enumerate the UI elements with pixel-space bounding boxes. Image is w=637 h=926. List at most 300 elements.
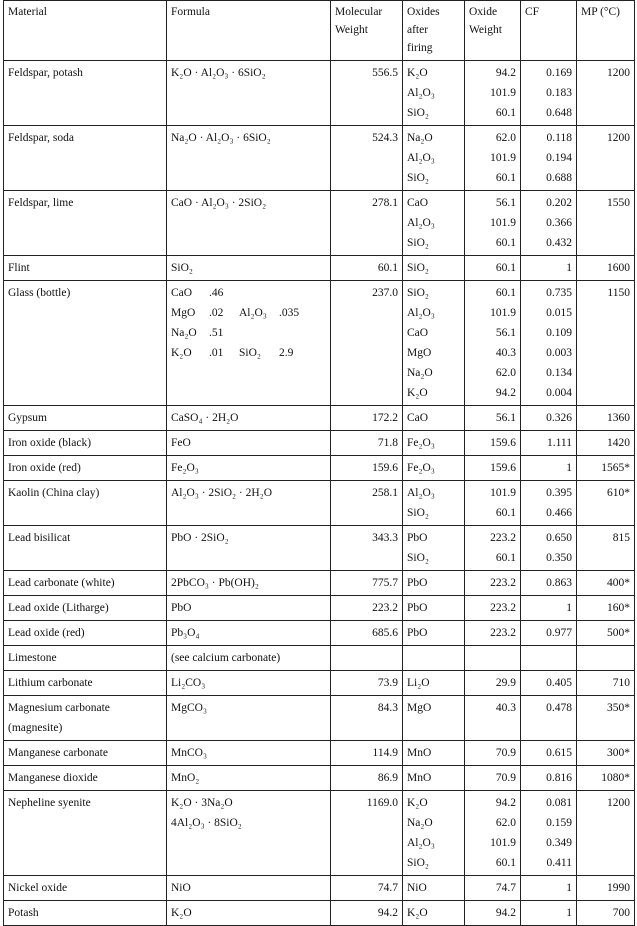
material-name: Kaolin (China clay): [8, 487, 100, 499]
glass-formula-part: CaO: [171, 287, 193, 299]
cf-cell: [521, 741, 577, 766]
oxide-weight: 40.3: [495, 347, 516, 359]
oxide-weight-cell: [465, 741, 521, 766]
cf-value: 0.349: [546, 837, 572, 849]
header-material: Material: [4, 1, 167, 61]
oxide-name: SiO₂: [407, 172, 429, 184]
glass-formula-part: .46: [209, 287, 224, 299]
oxide-name: PbO: [407, 627, 428, 639]
oxide-weight: 70.9: [495, 772, 516, 784]
material-name: Manganese carbonate: [8, 747, 108, 759]
cf-cell: [521, 281, 577, 406]
table-row: [4, 646, 635, 671]
oxide-name: Al₂O₃: [407, 152, 435, 164]
cf-value: 0.118: [546, 132, 572, 144]
table-row: [4, 406, 635, 431]
oxides-cell: [403, 791, 465, 876]
glass-formula-part: [279, 323, 309, 343]
cf-value: 0.003: [546, 347, 572, 359]
cf-cell: [521, 646, 577, 671]
material-name: Iron oxide (red): [8, 462, 81, 474]
oxide-name: NiO: [407, 882, 427, 894]
formula-cell: [167, 901, 331, 926]
molecular-weight-cell: 775.7: [331, 571, 403, 596]
oxide-name: MgO: [407, 347, 432, 359]
oxide-weight-cell: [465, 646, 521, 671]
cf-value: 0.650: [546, 532, 572, 544]
oxide-name: CaO: [407, 327, 429, 339]
cf-value: 0.350: [546, 552, 572, 564]
mp-cell: 350*: [577, 696, 635, 741]
oxide-weight: 60.1: [495, 107, 516, 119]
formula-text: 4Al₂O₃ · 8SiO₂: [171, 817, 242, 829]
mp-cell: 1080*: [577, 766, 635, 791]
material-cell: [4, 456, 167, 481]
material-cell: [4, 646, 167, 671]
formula-cell: [167, 481, 331, 526]
formula-text: PbO: [171, 602, 192, 614]
cf-value: 0.015: [546, 307, 572, 319]
material-name: (magnesite): [8, 722, 63, 734]
glass-formula-grid: [171, 283, 326, 363]
header-molecular-weight: Molecular Weight: [331, 1, 403, 61]
material-cell: [4, 281, 167, 406]
oxide-weight: 56.1: [495, 197, 516, 209]
oxide-weight-cell: [465, 621, 521, 646]
header-cf: CF: [521, 1, 577, 61]
cf-value: 0.134: [546, 367, 572, 379]
oxide-weight: 94.2: [495, 67, 516, 79]
formula-cell: [167, 876, 331, 901]
material-name: Nepheline syenite: [8, 797, 91, 809]
mp-cell: 1200: [577, 61, 635, 126]
oxide-name: CaO: [407, 197, 429, 209]
oxide-weight: 60.1: [495, 262, 516, 274]
formula-text: NiO: [171, 882, 191, 894]
oxide-name: Al₂O₃: [407, 87, 435, 99]
material-name: Glass (bottle): [8, 287, 71, 299]
oxide-weight: 60.1: [495, 287, 516, 299]
formula-cell: [167, 526, 331, 571]
formula-text: Fe₂O₃: [171, 462, 199, 474]
mp-cell: 160*: [577, 596, 635, 621]
oxides-cell: [403, 481, 465, 526]
material-name: Nickel oxide: [8, 882, 68, 894]
formula-cell: [167, 126, 331, 191]
formula-cell: [167, 646, 331, 671]
glass-formula-part: [239, 283, 279, 303]
material-name: Feldspar, soda: [8, 132, 74, 144]
formula-text: Na₂O · Al₂O₃ · 6SiO₂: [171, 132, 271, 144]
oxide-name: Al₂O₃: [407, 837, 435, 849]
oxide-weight-cell: [465, 901, 521, 926]
glass-formula-part: K₂O: [171, 347, 192, 359]
cf-cell: [521, 61, 577, 126]
mp-cell: 1550: [577, 191, 635, 256]
oxides-cell: [403, 671, 465, 696]
glass-formula-part: 2.9: [279, 347, 294, 359]
cf-value: 0.688: [546, 172, 572, 184]
cf-value: 0.432: [546, 237, 572, 249]
cf-value: 1.111: [546, 437, 572, 449]
cf-value: 1: [566, 882, 572, 894]
formula-text: MnO₂: [171, 772, 200, 784]
cf-cell: [521, 596, 577, 621]
cf-value: 0.366: [546, 217, 572, 229]
oxides-cell: [403, 741, 465, 766]
cf-cell: [521, 431, 577, 456]
formula-text: 2PbCO₃ · Pb(OH)₂: [171, 577, 259, 589]
oxide-name: Na₂O: [407, 132, 433, 144]
oxide-name: SiO₂: [407, 552, 429, 564]
molecular-weight-cell: 237.0: [331, 281, 403, 406]
header-oxides: Oxides after firing: [403, 1, 465, 61]
material-cell: [4, 571, 167, 596]
glass-formula-part: Na₂O: [171, 327, 197, 339]
formula-text: K₂O · Al₂O₃ · 6SiO₂: [171, 67, 266, 79]
glass-formula-part: .035: [279, 307, 300, 319]
molecular-weight-cell: 84.3: [331, 696, 403, 741]
oxide-name: MnO: [407, 772, 432, 784]
oxide-name: K₂O: [407, 387, 428, 399]
table-row: [4, 621, 635, 646]
header-mp: MP (°C): [577, 1, 635, 61]
material-cell: [4, 126, 167, 191]
oxide-name: SiO₂: [407, 857, 429, 869]
cf-value: 0.169: [546, 67, 572, 79]
table-row: [4, 191, 635, 256]
oxides-cell: [403, 571, 465, 596]
material-cell: [4, 901, 167, 926]
molecular-weight-cell: 1169.0: [331, 791, 403, 876]
table-row: [4, 61, 635, 126]
oxide-name: Al₂O₃: [407, 217, 435, 229]
material-cell: [4, 876, 167, 901]
formula-cell: [167, 281, 331, 406]
oxide-name: Al₂O₃: [407, 487, 435, 499]
material-cell: [4, 61, 167, 126]
oxide-name: K₂O: [407, 67, 428, 79]
oxide-weight: 60.1: [495, 857, 516, 869]
mp-cell: 300*: [577, 741, 635, 766]
header-row: [4, 1, 635, 61]
formula-cell: [167, 621, 331, 646]
oxide-weight: 60.1: [495, 507, 516, 519]
oxide-weight: 56.1: [495, 412, 516, 424]
table-row: [4, 791, 635, 876]
oxide-weight: 159.6: [490, 462, 516, 474]
oxides-cell: [403, 646, 465, 671]
cf-value: 0.478: [546, 702, 572, 714]
molecular-weight-cell: 343.3: [331, 526, 403, 571]
oxide-weight: 223.2: [490, 602, 516, 614]
oxide-weight-cell: [465, 526, 521, 571]
oxide-name: PbO: [407, 602, 428, 614]
oxide-weight: 60.1: [495, 552, 516, 564]
oxide-name: MgO: [407, 702, 432, 714]
cf-value: 1: [566, 602, 572, 614]
cf-cell: [521, 526, 577, 571]
cf-value: 0.159: [546, 817, 572, 829]
oxide-weight-cell: [465, 281, 521, 406]
material-cell: [4, 191, 167, 256]
oxide-name: Fe₂O₃: [407, 437, 435, 449]
cf-cell: [521, 256, 577, 281]
materials-table: [3, 0, 635, 926]
material-cell: [4, 671, 167, 696]
oxide-name: SiO₂: [407, 507, 429, 519]
oxide-name: SiO₂: [407, 107, 429, 119]
mp-cell: 1200: [577, 791, 635, 876]
oxides-cell: [403, 406, 465, 431]
material-cell: [4, 741, 167, 766]
formula-cell: [167, 741, 331, 766]
formula-cell: [167, 431, 331, 456]
material-cell: [4, 596, 167, 621]
oxides-cell: [403, 766, 465, 791]
material-name: Iron oxide (black): [8, 437, 92, 449]
molecular-weight-cell: [331, 646, 403, 671]
table-row: [4, 671, 635, 696]
oxide-name: Al₂O₃: [407, 307, 435, 319]
oxide-weight: 101.9: [490, 152, 516, 164]
mp-cell: 1565*: [577, 456, 635, 481]
formula-cell: [167, 766, 331, 791]
formula-text: CaO · Al₂O₃ · 2SiO₂: [171, 197, 267, 209]
cf-cell: [521, 621, 577, 646]
cf-value: 0.183: [546, 87, 572, 99]
oxide-weight: 94.2: [495, 797, 516, 809]
molecular-weight-cell: 223.2: [331, 596, 403, 621]
material-name: Gypsum: [8, 412, 47, 424]
oxide-weight: 101.9: [490, 837, 516, 849]
glass-formula-part: MgO: [171, 307, 196, 319]
formula-cell: [167, 456, 331, 481]
cf-value: 0.109: [546, 327, 572, 339]
molecular-weight-cell: 258.1: [331, 481, 403, 526]
molecular-weight-cell: 71.8: [331, 431, 403, 456]
oxide-name: SiO₂: [407, 237, 429, 249]
mp-cell: 1360: [577, 406, 635, 431]
cf-value: 0.326: [546, 412, 572, 424]
oxide-weight-cell: [465, 876, 521, 901]
oxide-weight: 223.2: [490, 577, 516, 589]
oxide-weight: 56.1: [495, 327, 516, 339]
table-row: [4, 876, 635, 901]
oxide-weight: 62.0: [495, 817, 516, 829]
molecular-weight-cell: 172.2: [331, 406, 403, 431]
mp-cell: 710: [577, 671, 635, 696]
cf-cell: [521, 191, 577, 256]
header-formula: Formula: [167, 1, 331, 61]
cf-value: 1: [566, 462, 572, 474]
cf-cell: [521, 126, 577, 191]
oxide-weight-cell: [465, 431, 521, 456]
table-row: [4, 571, 635, 596]
cf-value: 0.816: [546, 772, 572, 784]
molecular-weight-cell: 524.3: [331, 126, 403, 191]
formula-text: K₂O: [171, 907, 192, 919]
oxide-weight: 101.9: [490, 87, 516, 99]
header-oxide-weight: Oxide Weight: [465, 1, 521, 61]
oxides-cell: [403, 596, 465, 621]
oxide-name: MnO: [407, 747, 432, 759]
oxide-weight: 101.9: [490, 217, 516, 229]
table-row: [4, 596, 635, 621]
cf-cell: [521, 791, 577, 876]
glass-formula-part: .51: [209, 327, 224, 339]
oxide-weight: 159.6: [490, 437, 516, 449]
table-row: [4, 126, 635, 191]
oxide-weight-cell: [465, 766, 521, 791]
oxide-name: Fe₂O₃: [407, 462, 435, 474]
material-cell: [4, 791, 167, 876]
oxide-weight-cell: [465, 126, 521, 191]
molecular-weight-cell: 114.9: [331, 741, 403, 766]
cf-value: 0.395: [546, 487, 572, 499]
cf-cell: [521, 696, 577, 741]
oxide-weight-cell: [465, 456, 521, 481]
cf-value: 0.735: [546, 287, 572, 299]
cf-value: 0.411: [546, 857, 572, 869]
oxides-cell: [403, 901, 465, 926]
table-row: [4, 431, 635, 456]
table-row: [4, 696, 635, 741]
oxide-weight: 223.2: [490, 532, 516, 544]
formula-text: SiO₂: [171, 262, 193, 274]
formula-cell: [167, 671, 331, 696]
oxide-weight: 70.9: [495, 747, 516, 759]
oxide-weight-cell: [465, 791, 521, 876]
material-cell: [4, 406, 167, 431]
table-row: [4, 456, 635, 481]
formula-text: MnCO₃: [171, 747, 207, 759]
oxide-name: PbO: [407, 532, 428, 544]
material-name: Lead oxide (red): [8, 627, 85, 639]
oxide-weight: 94.2: [495, 387, 516, 399]
formula-cell: [167, 571, 331, 596]
oxide-weight: 94.2: [495, 907, 516, 919]
oxide-weight-cell: [465, 406, 521, 431]
cf-cell: [521, 406, 577, 431]
table-row: [4, 741, 635, 766]
cf-value: 0.405: [546, 677, 572, 689]
oxides-cell: [403, 621, 465, 646]
oxide-weight-cell: [465, 481, 521, 526]
oxide-weight: 223.2: [490, 627, 516, 639]
table-row: [4, 256, 635, 281]
formula-cell: [167, 61, 331, 126]
formula-cell: [167, 191, 331, 256]
oxide-name: PbO: [407, 577, 428, 589]
material-cell: [4, 621, 167, 646]
cf-value: 0.648: [546, 107, 572, 119]
mp-cell: 610*: [577, 481, 635, 526]
material-name: Feldspar, lime: [8, 197, 74, 209]
material-name: Lead carbonate (white): [8, 577, 115, 589]
cf-value: 0.081: [546, 797, 572, 809]
oxide-name: Li₂O: [407, 677, 430, 689]
oxides-cell: [403, 191, 465, 256]
oxides-cell: [403, 281, 465, 406]
mp-cell: 1990: [577, 876, 635, 901]
oxide-weight: 74.7: [495, 882, 516, 894]
oxide-weight: 29.9: [495, 677, 516, 689]
oxides-cell: [403, 126, 465, 191]
oxide-name: SiO₂: [407, 287, 429, 299]
cf-cell: [521, 571, 577, 596]
oxides-cell: [403, 456, 465, 481]
formula-text: K₂O · 3Na₂O: [171, 797, 233, 809]
oxide-name: Na₂O: [407, 817, 433, 829]
material-cell: [4, 256, 167, 281]
oxide-weight: 101.9: [490, 487, 516, 499]
oxide-name: K₂O: [407, 907, 428, 919]
oxide-weight: 62.0: [495, 367, 516, 379]
cf-value: 1: [566, 907, 572, 919]
molecular-weight-cell: 74.7: [331, 876, 403, 901]
oxide-weight-cell: [465, 596, 521, 621]
oxides-cell: [403, 876, 465, 901]
mp-cell: 815: [577, 526, 635, 571]
mp-cell: 500*: [577, 621, 635, 646]
glass-formula-part: SiO₂: [239, 347, 261, 359]
formula-cell: [167, 696, 331, 741]
material-cell: [4, 481, 167, 526]
material-cell: [4, 431, 167, 456]
molecular-weight-cell: 60.1: [331, 256, 403, 281]
mp-cell: [577, 646, 635, 671]
table-row: [4, 526, 635, 571]
cf-value: 0.863: [546, 577, 572, 589]
material-name: Magnesium carbonate: [8, 702, 110, 714]
cf-cell: [521, 766, 577, 791]
material-name: Lead oxide (Litharge): [8, 602, 109, 614]
molecular-weight-cell: 94.2: [331, 901, 403, 926]
mp-cell: 1420: [577, 431, 635, 456]
cf-value: 0.194: [546, 152, 572, 164]
material-name: Manganese dioxide: [8, 772, 98, 784]
oxide-name: Na₂O: [407, 367, 433, 379]
glass-formula-part: [239, 323, 279, 343]
oxide-weight: 40.3: [495, 702, 516, 714]
cf-cell: [521, 901, 577, 926]
molecular-weight-cell: 86.9: [331, 766, 403, 791]
oxide-weight-cell: [465, 696, 521, 741]
oxide-weight: 101.9: [490, 307, 516, 319]
mp-cell: 1200: [577, 126, 635, 191]
table-row: [4, 281, 635, 406]
material-name: Feldspar, potash: [8, 67, 83, 79]
material-cell: [4, 526, 167, 571]
material-name: Limestone: [8, 652, 57, 664]
oxide-name: K₂O: [407, 797, 428, 809]
oxide-name: SiO₂: [407, 262, 429, 274]
formula-cell: [167, 406, 331, 431]
formula-text: Pb₃O₄: [171, 627, 200, 639]
cf-value: 1: [566, 262, 572, 274]
oxides-cell: [403, 696, 465, 741]
cf-cell: [521, 481, 577, 526]
formula-text: (see calcium carbonate): [171, 652, 281, 664]
material-cell: [4, 766, 167, 791]
material-name: Flint: [8, 262, 30, 274]
formula-text: MgCO₃: [171, 702, 207, 714]
mp-cell: 400*: [577, 571, 635, 596]
mp-cell: 700: [577, 901, 635, 926]
cf-value: 0.615: [546, 747, 572, 759]
cf-cell: [521, 671, 577, 696]
